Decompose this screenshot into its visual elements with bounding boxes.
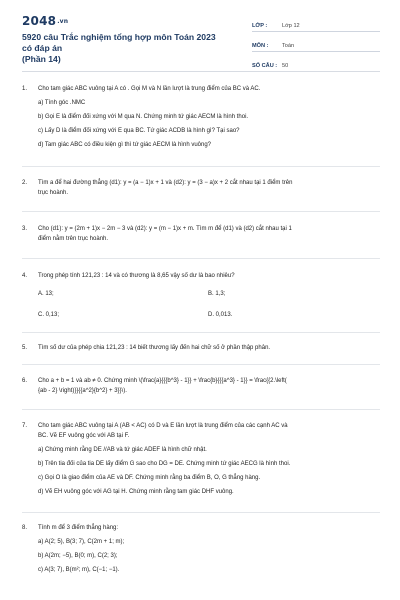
question-number: 4.: [22, 273, 28, 279]
answer-option-a[interactable]: A. 13;: [38, 291, 54, 297]
question-text: Cho (d1): y = (2m + 1)x − 2m − 3 và (d2): y = (m − 1)x + m. Tìm m để (d1) và (d2) cắt nhau tại 1: [38, 226, 292, 232]
title-line-1: 5920 câu Trắc nghiệm tổng hợp môn Toán 2023 có đáp án: [22, 32, 216, 53]
question-text: Tính m để 3 điểm thẳng hàng:: [38, 525, 119, 531]
question-text-cont: {ab - 2} \right)}}{{a^2}{b^2} + 3}}\).: [38, 388, 127, 394]
question-text-cont: điểm nằm trên trục hoành.: [38, 236, 109, 242]
sub-question-b: b) Trên tia đối của tia DE lấy điểm G sao cho DG = DE. Chứng minh tứ giác AECG là hình thoi.: [38, 461, 291, 467]
question-number: 7.: [22, 423, 28, 429]
meta-row-count: [252, 54, 380, 72]
meta-info: [252, 14, 380, 74]
question-text-cont: BC. Vẽ EF vuông góc với AB tại F.: [38, 433, 130, 439]
logo-tld: .vn: [57, 18, 69, 25]
sub-question-a: a) Tính góc .NMC: [38, 100, 86, 106]
question-text: Cho tam giác ABC vuông tại A có . Gọi M và N lần lượt là trung điểm của BC và AC.: [38, 86, 261, 92]
question-number: 8.: [22, 525, 28, 531]
answer-option-d[interactable]: D. 0,013.: [208, 312, 233, 318]
sub-question-c: c) Gọi O là giao điểm của AE và DF. Chứng minh rằng ba điểm B, O, G thẳng hàng.: [38, 475, 261, 481]
question-divider: [22, 166, 380, 167]
answer-option-b[interactable]: B. 1,3;: [208, 291, 226, 297]
sub-question-a: a) A(2; 5), B(3; 7), C(2m + 1; m);: [38, 539, 125, 545]
meta-row-class: [252, 14, 380, 32]
document-title: [22, 32, 227, 65]
sub-question-b: b) A(2m; −5), B(0; m), C(2; 3);: [38, 553, 118, 559]
sub-question-c: c) Lấy D là điểm đối xứng với E qua BC. Tứ giác ACDB là hình gì? Tại sao?: [38, 128, 240, 134]
question-divider: [22, 364, 380, 365]
meta-label: SỐ CÂU :: [252, 63, 278, 69]
question-text: Cho tam giác ABC vuông tại A (AB < AC) có D và E lần lượt là trung điểm của các cạnh AC và: [38, 423, 288, 429]
meta-label: LỚP :: [252, 23, 268, 29]
sub-question-a: a) Chứng minh rằng DE //AB và tứ giác ADEF là hình chữ nhật.: [38, 447, 207, 453]
question-number: 6.: [22, 378, 28, 384]
question-divider: [22, 512, 380, 513]
sub-question-d: d) Vẽ EH vuông góc với AG tại H. Chứng minh rằng tam giác DHF vuông.: [38, 489, 234, 495]
question-divider: [22, 332, 380, 333]
question-number: 3.: [22, 226, 28, 232]
question-4: [22, 271, 378, 324]
question-divider: [22, 258, 380, 259]
question-number: 5.: [22, 345, 28, 351]
question-5: [22, 343, 378, 353]
question-2: [22, 178, 378, 198]
header-divider: [22, 71, 380, 72]
question-text: Tìm số dư của phép chia 121,23 : 14 biết thương lấy đến hai chữ số ở phần thập phân.: [38, 345, 271, 351]
meta-value: Toán: [282, 43, 295, 49]
sub-question-c: c) A(3; 7), B(m²; m), C(−1; −1).: [38, 567, 120, 573]
meta-value: 50: [282, 63, 289, 69]
meta-value: Lớp 12: [282, 23, 300, 29]
logo-text: 2048: [22, 14, 57, 28]
question-number: 1.: [22, 86, 28, 92]
question-divider: [22, 211, 380, 212]
site-logo[interactable]: [22, 14, 68, 28]
answer-option-c[interactable]: C. 0,13;: [38, 312, 60, 318]
meta-label: MÔN :: [252, 43, 269, 49]
question-7: [22, 421, 378, 497]
question-text: Cho a + b = 1 và ab ≠ 0. Chứng minh \(\frac{a}{{{b^3} - 1}} + \frac{b}{{{a^3} - 1}} = \frac{{2.\left(: [38, 378, 287, 384]
question-3: [22, 224, 378, 244]
title-line-2: (Phần 14): [22, 54, 61, 64]
sub-question-b: b) Gọi E là điểm đối xứng với M qua N. Chứng minh tứ giác AECM là hình thoi.: [38, 114, 249, 120]
sub-question-d: d) Tam giác ABC có điều kiện gì thì tứ giác AECM là hình vuông?: [38, 142, 212, 148]
question-1: [22, 84, 378, 150]
meta-row-subject: [252, 34, 380, 52]
question-8: [22, 523, 378, 575]
question-divider: [22, 409, 380, 410]
question-6: [22, 376, 378, 396]
question-text-cont: trục hoành.: [38, 190, 69, 196]
question-text: Trong phép tính 121,23 : 14 và có thương là 8,65 vậy số dư là bao nhiêu?: [38, 273, 235, 279]
question-text: Tìm a để hai đường thẳng (d1): y = (a − 1)x + 1 và (d2): y = (3 − a)x + 2 cắt nhau tại 1 điểm trên: [38, 180, 293, 186]
question-number: 2.: [22, 180, 28, 186]
